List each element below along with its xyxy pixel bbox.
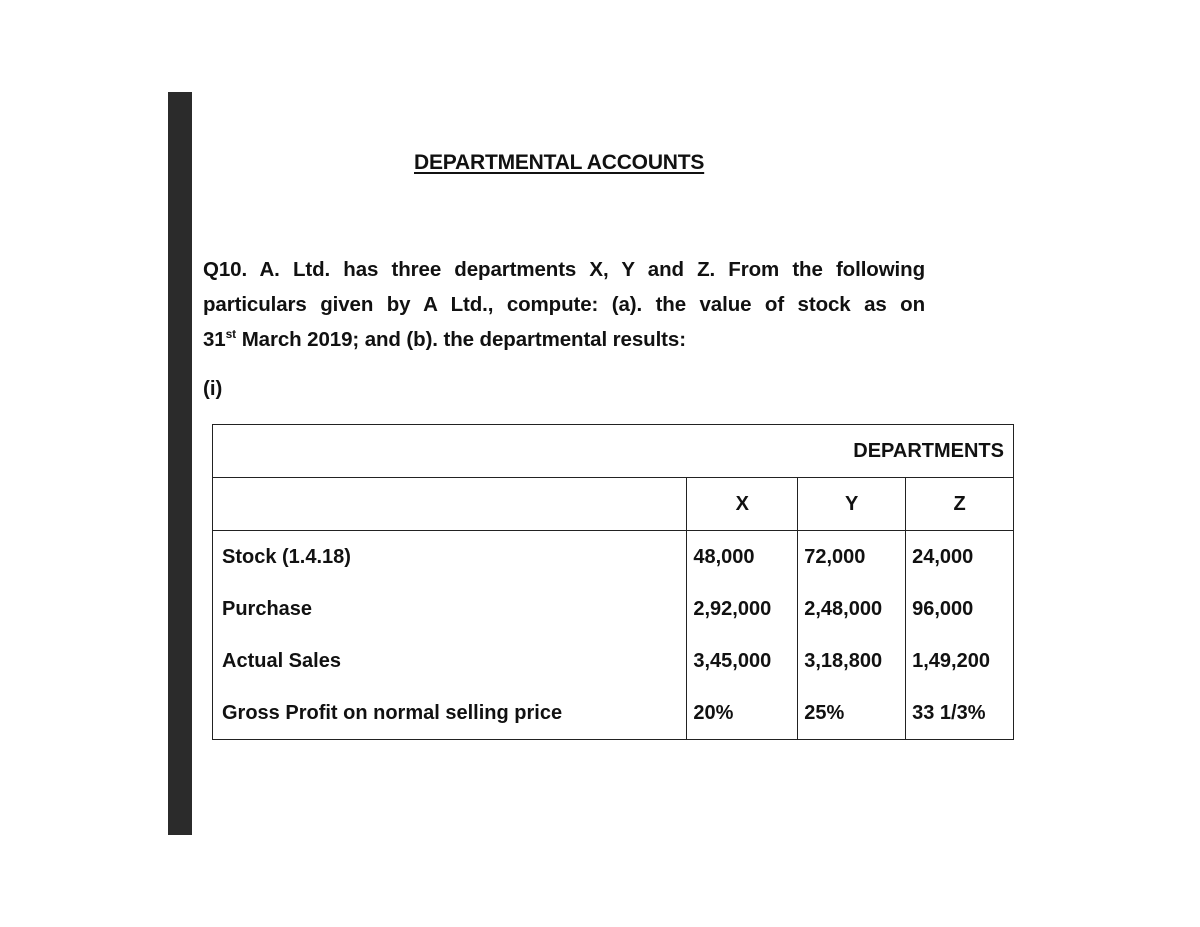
column-header-x: X [687,478,798,531]
table-group-header-row [213,425,1014,478]
table-row [213,687,1014,740]
left-edge-bar [168,92,192,835]
question-line-1: Q10. A. Ltd. has three departments X, Y and Z. From the following [203,258,925,281]
column-header-z: Z [906,478,1014,531]
page-title: DEPARTMENTAL ACCOUNTS [414,151,705,174]
departments-table [212,424,1014,740]
row-label: Purchase [213,583,687,635]
question-text [203,252,925,357]
table-row [213,635,1014,687]
table-column-header-row [213,478,1014,531]
question-date-ordinal: st [225,327,237,342]
cell-y: 72,000 [798,531,906,584]
cell-x: 2,92,000 [687,583,798,635]
cell-x: 20% [687,687,798,740]
question-line-3-rest: March 2019; and (b). the departmental results: [236,328,686,351]
row-label: Gross Profit on normal selling price [213,687,687,740]
cell-z: 33 1/3% [906,687,1014,740]
blank-header-cell [213,478,687,531]
row-label: Actual Sales [213,635,687,687]
question-date-day: 31 [203,328,226,351]
part-label: (i) [203,377,223,400]
question-line-3 [203,322,925,357]
cell-y: 3,18,800 [798,635,906,687]
cell-x: 3,45,000 [687,635,798,687]
table-row [213,583,1014,635]
departments-header: DEPARTMENTS [213,425,1014,478]
row-label: Stock (1.4.18) [213,531,687,584]
cell-y: 2,48,000 [798,583,906,635]
cell-z: 96,000 [906,583,1014,635]
cell-x: 48,000 [687,531,798,584]
cell-z: 1,49,200 [906,635,1014,687]
column-header-y: Y [798,478,906,531]
table-row [213,531,1014,584]
cell-z: 24,000 [906,531,1014,584]
question-line-2: particulars given by A Ltd., compute: (a). the value of stock as on [203,293,925,316]
cell-y: 25% [798,687,906,740]
